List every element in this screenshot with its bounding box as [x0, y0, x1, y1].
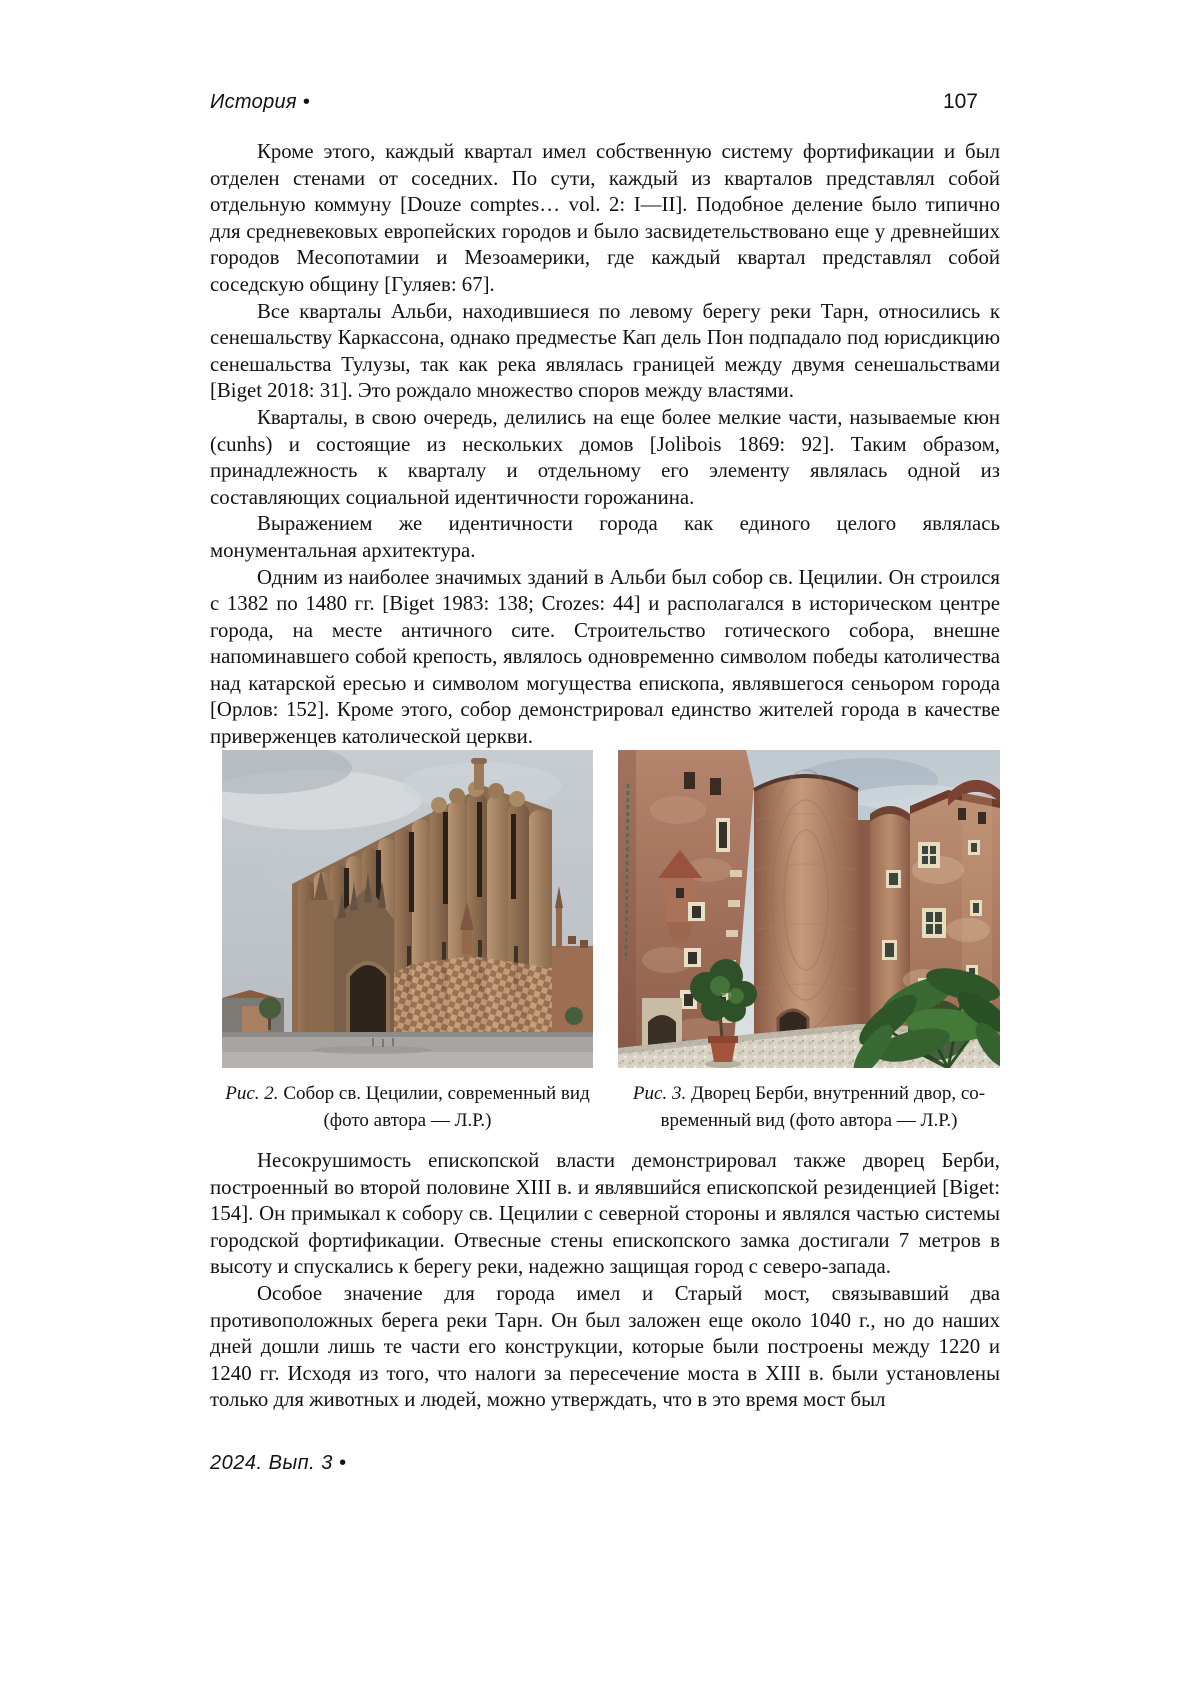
paragraph-6: Несокрушимость епископской власти демонстрировал также дворец Берби, построенный во второй половине XIII в. и являвшийся епископской резиденцией [Biget: 154]. Он примыкал к собору св. Цецилии с северной стороны и являлся частью системы городской фортификации. Отвесные стены епископского замка достигали 7 метров в высоту и спускались к берегу реки, надежно защищая город с северо-запада. — [210, 1149, 1000, 1279]
figure-3-caption — [618, 1080, 1000, 1134]
figure-2-label: Рис. 2. — [225, 1083, 279, 1104]
paragraph-2: Все кварталы Альби, находившиеся по левому берегу реки Тарн, относились к сенешальству Каркассона, однако предместье Кап дель Пон подпадало под юрисдикцию сенешальства Тулузы, так как река являлась границей между двумя сенешальствами [Biget 2018: 31]. Это рождало множество споров между властями. — [210, 299, 1000, 403]
figure-3-caption-line-1 — [618, 1080, 1000, 1107]
page-number: 107 — [942, 90, 978, 113]
body-text-lower — [210, 1148, 1000, 1414]
figure-2-caption-line-1 — [222, 1080, 593, 1107]
figures-row — [222, 750, 1000, 1134]
figure-3-label: Рис. 3. — [632, 1083, 687, 1104]
figure-2 — [222, 750, 593, 1134]
paragraph-5: Одним из наиболее значимых зданий в Альби был собор св. Цецилии. Он строился с 1382 по 1480 гг. [Biget 1983: 138; Crozes: 44] и располагался в историческом центре города, на месте античного сите. Строительство готического собора, внешне напоминавшего собой крепость, являлось одновременно символом победы католичества над катарской ересью и символом могущества епископа, являвшегося сеньором города [Орлов: 152]. Кроме этого, собор демонстрировал единство жителей города в качестве приверженцев католической церкви. — [210, 565, 1000, 749]
body-text-upper — [210, 139, 1000, 751]
paragraph-1: Кроме этого, каждый квартал имел собственную систему фортификации и был отделен стенами от соседних. По сути, каждый из кварталов представлял собой отдельную коммуну [Douze comptes… vol. 2: I—II]. Подобное деление было типично для средневековых европейских городов и было засвидетельствовано еще у древнейших городов Месопотамии и Мезоамерики, где каждый квартал представлял собой соседскую общину [Гуляев: 67]. — [210, 140, 1000, 296]
figure-3 — [618, 750, 1000, 1134]
issue-label: 2024. Вып. 3 • — [210, 1452, 347, 1474]
figure-3-caption-text: Дворец Берби, внутренний двор, со- — [690, 1083, 986, 1104]
running-head-section: История • — [210, 91, 311, 113]
running-foot — [210, 1452, 346, 1475]
figure-2-caption — [222, 1080, 593, 1134]
figure-2-caption-line-2: (фото автора — Л.Р.) — [323, 1110, 492, 1131]
figure-3-caption-line-2: временный вид (фото автора — Л.Р.) — [660, 1110, 958, 1131]
running-head — [210, 90, 1000, 114]
paragraph-4: Выражением же идентичности города как единого целого являлась монументальная архитектура. — [210, 512, 1000, 562]
paragraph-7: Особое значение для города имел и Старый мост, связывавший два противоположных берега реки Тарн. Он был заложен еще около 1040 г., но до наших дней дошли лишь те части его конструкции, которые были построены между 1220 и 1240 гг. Исходя из того, что налоги за пересечение моста в XIII в. были установлены только для животных и людей, можно утверждать, что в это время мост был — [210, 1281, 1000, 1412]
berbie-palace-photo — [618, 750, 1000, 1068]
figure-2-caption-text: Собор св. Цецилии, современный вид — [283, 1083, 590, 1104]
paragraph-3: Кварталы, в свою очередь, делились на еще более мелкие части, называемые кюн (cunhs) и состоящие из нескольких домов [Jolibois 1869: 92]. Таким образом, принадлежность к кварталу и отдельному его элементу являлась одной из составляющих социальной идентичности горожанина. — [210, 405, 1000, 509]
albi-cathedral-photo — [222, 750, 593, 1068]
